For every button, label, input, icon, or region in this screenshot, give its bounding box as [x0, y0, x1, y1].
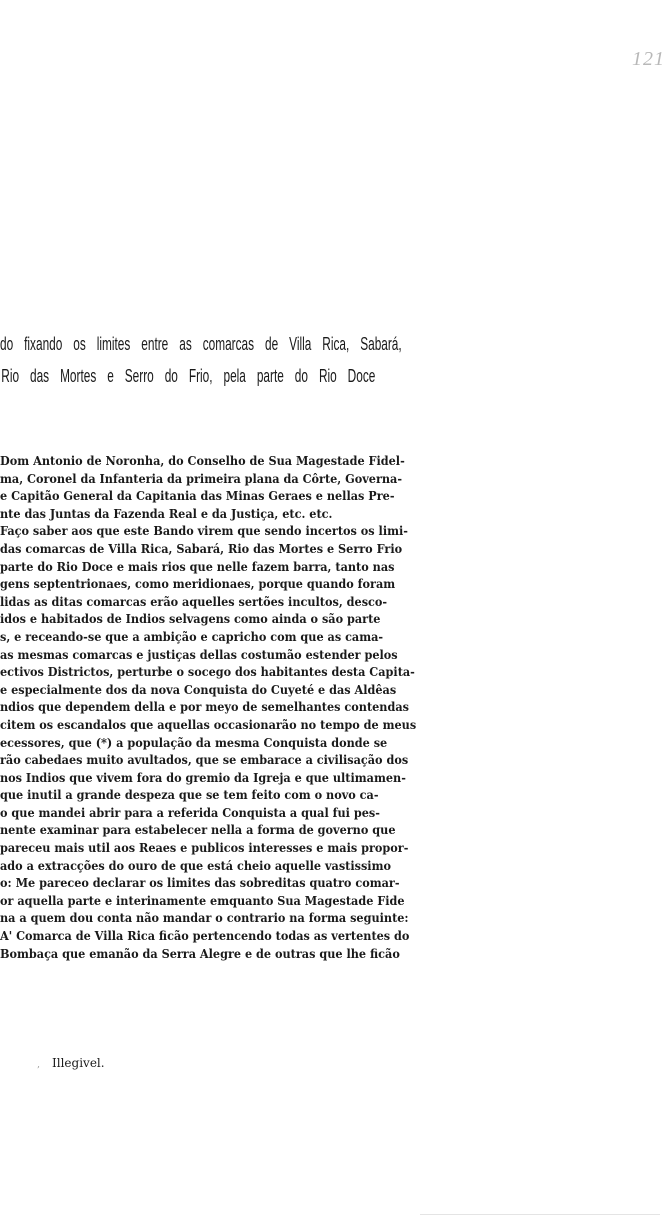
body-line: or aquella parte e interinamente emquanto Sua Magestade Fide: [0, 892, 405, 908]
body-line: Dom Antonio de Noronha, do Conselho de Sua Magestade Fidel-: [0, 453, 405, 468]
body-line: Bombaça que emanão da Serra Alegre e de outras que lhe ficão: [0, 945, 400, 961]
body-line: das comarcas de Villa Rica, Sabará, Rio das Mortes e Serro Frio: [0, 540, 403, 556]
body-line: o que mandei abrir para a referida Conquista a qual fui pes-: [0, 804, 380, 820]
body-line: ecessores, que (*) a população da mesma Conquista donde se: [0, 734, 388, 750]
body-line: ndios que dependem della e por meyo de semelhantes contendas: [0, 699, 409, 715]
body-line: Faço saber aos que este Bando virem que sendo incertos os limi-: [0, 523, 408, 539]
body-line: e Capitão General da Capitania das Minas Geraes e nellas Pre-: [0, 488, 395, 504]
body-line: as mesmas comarcas e justiças dellas costumão estender pelos: [0, 646, 398, 662]
body-line: o: Me pareceo declarar os limites das sobreditas quatro comar-: [0, 875, 400, 891]
body-line: na a quem dou conta não mandar o contrario na forma seguinte:: [0, 910, 409, 926]
body-line: nte das Juntas da Fazenda Real e da Justiça, etc. etc.: [0, 505, 333, 521]
body-text: [0, 452, 641, 962]
body-line: parte do Rio Doce e mais rios que nelle fazem barra, tanto nas: [0, 558, 395, 574]
footnote-text: Illegivel.: [52, 1056, 105, 1070]
page-number: 121: [632, 48, 665, 70]
body-line: que inutil a grande despeza que se tem feito com o novo ca-: [0, 787, 379, 803]
body-line: ado a extracções do ouro de que está cheio aquelle vastissimo: [0, 857, 391, 873]
body-line: ma, Coronel da Infanteria da primeira plana da Côrte, Governa-: [0, 470, 403, 486]
document-title: [0, 328, 429, 392]
body-line: rão cabedaes muito avultados, que se embarace a civilisação dos: [0, 752, 409, 768]
body-line: lidas as ditas comarcas erão aquelles sertões incultos, desco-: [0, 593, 388, 609]
body-line: gens septentrionaes, como meridionaes, porque quando foram: [0, 576, 396, 592]
body-line: idos e habitados de Indios selvagens como ainda o são parte: [0, 611, 381, 627]
body-line: nos Indios que vivem fora do gremio da Igreja e que ultimamen-: [0, 769, 406, 785]
title-line: Rio das Mortes e Serro do Frio, pela parte do Rio Doce: [1, 365, 376, 386]
body-line: citem os escandalos que aquellas occasionarão no tempo de meus: [0, 716, 417, 732]
body-line: nente examinar para estabelecer nella a forma de governo que: [0, 822, 396, 838]
title-line: do fixando os limites entre as comarcas de Villa Rica, Sabará,: [0, 333, 402, 354]
bottom-rule: [420, 1214, 660, 1215]
footnote-marker: ,: [37, 1060, 40, 1070]
body-line: e especialmente dos da nova Conquista do Cuyeté e das Aldêas: [0, 681, 397, 697]
body-line: pareceu mais util aos Reaes e publicos interesses e mais propor-: [0, 840, 409, 856]
body-line: ectivos Districtos, perturbe o socego dos habitantes desta Capita-: [0, 664, 415, 680]
body-line: A' Comarca de Villa Rica ficão pertencendo todas as vertentes do: [0, 928, 410, 944]
body-line: s, e receando-se que a ambição e capricho com que as cama-: [0, 628, 384, 644]
footnote: [0, 1056, 105, 1070]
